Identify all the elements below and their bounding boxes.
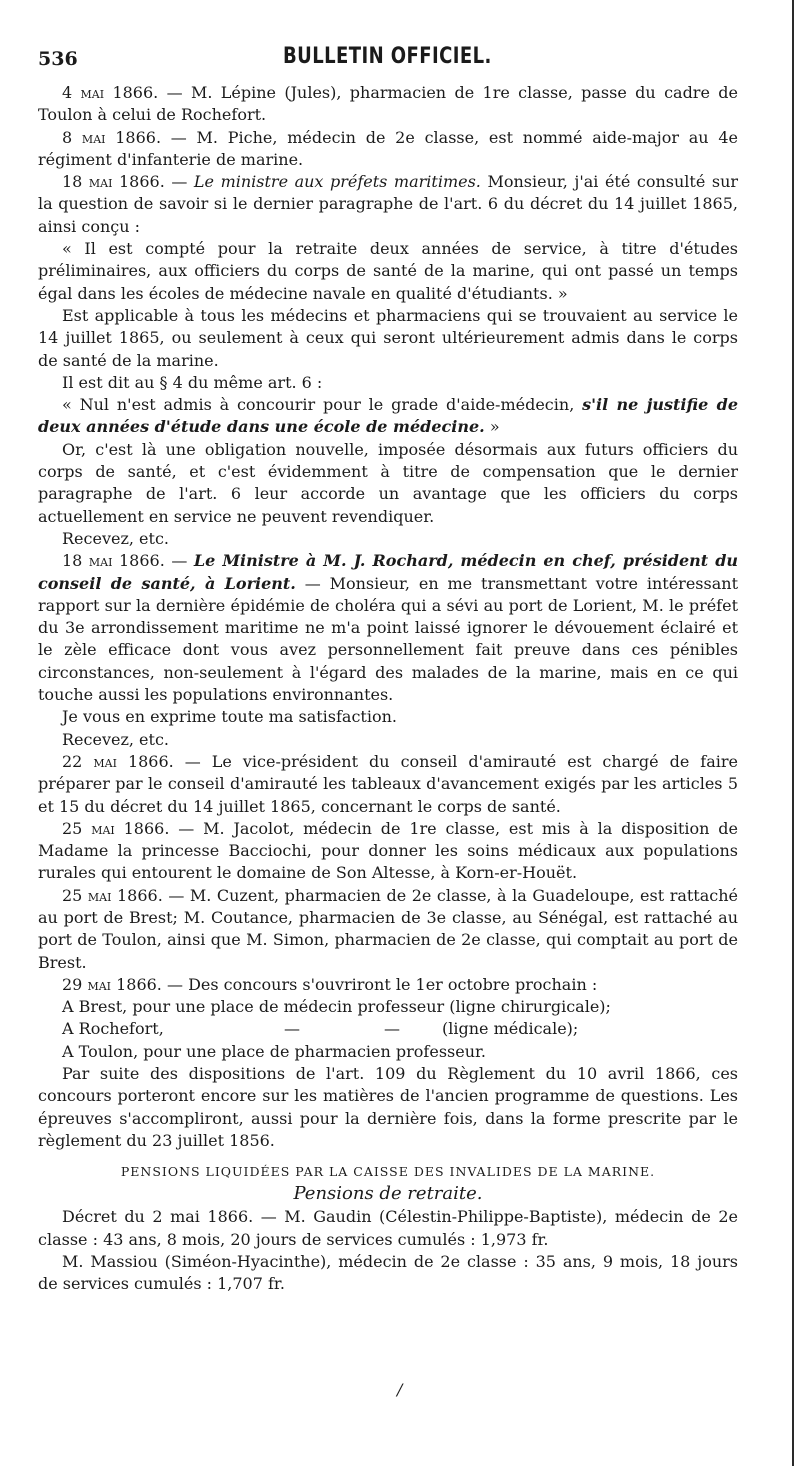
paragraph-text: Décret du 2 mai 1866. — M. Gaudin (Célestin-Philippe-Baptiste), médecin de 2e classe : 43 ans, 8 mois, 20 jours de services cumulés : 1,973 fr. bbox=[38, 1207, 738, 1249]
paragraph-text: — Le vice-président du conseil d'amirauté est chargé de faire préparer par le conseil d'amirauté les tableaux d'avancement exigés par les articles 5 et 15 du décret du 14 juillet 1865, concernant le corps de santé. bbox=[38, 751, 738, 816]
paragraph-text: — Des concours s'ouvriront le 1er octobre prochain : bbox=[161, 974, 598, 994]
paragraph-text: Est applicable à tous les médecins et pharmaciens qui se trouvaient au service le 14 juillet 1865, ou seulement à ceux qui seront ultérieurement admis dans le corps de santé de la marine. bbox=[38, 305, 738, 370]
pension-entry-gaudin bbox=[38, 1206, 738, 1251]
paragraph-applicable bbox=[38, 305, 738, 372]
concours-line: A Toulon, pour une place de pharmacien professeur. bbox=[62, 1041, 486, 1061]
ditto-mark: — bbox=[284, 1019, 300, 1039]
paragraph-recevez-1 bbox=[38, 528, 738, 550]
paragraph-tail: » bbox=[484, 417, 500, 437]
paragraph-text: Il est dit au § 4 du même art. 6 : bbox=[62, 372, 323, 392]
stray-mark: / bbox=[397, 1380, 403, 1399]
paragraph-quote-nul bbox=[38, 394, 738, 439]
italic-emphasis: s'il ne justifie de deux années d'étude dans une école de médecine. bbox=[38, 395, 738, 437]
concours-rochefort bbox=[38, 1018, 738, 1040]
page-content bbox=[38, 82, 738, 1295]
concours-brest bbox=[38, 996, 738, 1018]
entry-date: 4 mai 1866. bbox=[62, 83, 159, 102]
entry-date: 25 mai 1866. bbox=[62, 885, 163, 905]
entry-date: 29 mai 1866. bbox=[62, 974, 162, 994]
paragraph-text: — Monsieur, en me transmettant votre intéressant rapport sur la dernière épidémie de choléra qui a sévi au port de Lorient, M. le préfet du 3e arrondissement maritime ne m'a point laissé ignorer le dévouement éclairé et le zèle efficace dont vous avez personnellement fait preuve dans ces pénibles circonstances, non-seulement à l'égard des malades de la marine, mais en ce qui touche aussi les populations environnantes. bbox=[38, 573, 738, 705]
paragraph-vice-president bbox=[38, 751, 738, 818]
entry-date: 22 mai 1866. bbox=[62, 751, 174, 771]
entry-date: 18 mai 1866. bbox=[62, 551, 165, 571]
paragraph-reglement bbox=[38, 1063, 738, 1152]
paragraph-lepine bbox=[38, 82, 738, 127]
paragraph-jacolot bbox=[38, 818, 738, 885]
paragraph-cuzent bbox=[38, 885, 738, 974]
paragraph-concours bbox=[38, 974, 738, 996]
paragraph-text: — M. Piche, médecin de 2e classe, est nommé aide-major au 4e régiment d'infanterie de marine. bbox=[38, 127, 738, 169]
entry-date: 18 mai 1866. bbox=[62, 172, 165, 192]
page-edge-line bbox=[792, 0, 794, 1466]
paragraph-text: Recevez, etc. bbox=[62, 729, 169, 749]
paragraph-text: M. Massiou (Siméon-Hyacinthe), médecin de 2e classe : 35 ans, 9 mois, 18 jours de services cumulés : 1,707 fr. bbox=[38, 1251, 738, 1294]
page-header bbox=[38, 44, 738, 72]
paragraph-text: Or, c'est là une obligation nouvelle, imposée désormais aux futurs officiers du corps de santé, et c'est évidemment à titre de compensation que le dernier paragraphe de l'art. 6 leur accorde un avantage que les officiers du corps actuellement en service ne peuvent revendiquer. bbox=[38, 439, 738, 526]
paragraph-obligation bbox=[38, 439, 738, 528]
paragraph-text: « Il est compté pour la retraite deux années de service, à titre d'études préliminaires, aux officiers du corps de santé de la marine, qui ont passé un temps égal dans les écoles de médecine navale en qualité d'étudiants. » bbox=[38, 239, 738, 303]
paragraph-text: « Nul n'est admis à concourir pour le grade d'aide-médecin, bbox=[62, 395, 583, 415]
paragraph-art6 bbox=[38, 372, 738, 394]
ditto-mark: — bbox=[384, 1019, 400, 1039]
page-number: 536 bbox=[38, 48, 78, 70]
paragraph-text: — M. Cuzent, pharmacien de 2e classe, à la Guadeloupe, est rattaché au port de Brest; M. Coutance, pharmacien de 3e classe, au Sénégal, est rattaché au port de Toulon, ainsi que M. Simon, pharmacien de 2e classe, qui comptait au port de Brest. bbox=[38, 885, 739, 972]
paragraph-recevez-2 bbox=[38, 729, 738, 751]
dash-lead: — bbox=[164, 172, 194, 192]
paragraph-text: — M. Jacolot, médecin de 1re classe, est mis à la disposition de Madame la princesse Bacciochi, pour donner les soins médicaux aux populations rurales qui entourent le domaine de Son Altesse, à Korn-er-Houët. bbox=[38, 818, 738, 883]
pension-entry-massiou bbox=[38, 1251, 738, 1296]
paragraph-text: Monsieur, j'ai été consulté sur la question de savoir si le dernier paragraphe de l'art. 6 du décret du 14 juillet 1865, ainsi conçu : bbox=[38, 172, 739, 236]
entry-date: 8 mai 1866. bbox=[62, 127, 162, 147]
paragraph-piche bbox=[38, 127, 738, 172]
concours-line: A Brest, pour une place de médecin professeur (ligne chirurgicale); bbox=[62, 997, 611, 1017]
entry-date: 25 mai 1866. bbox=[62, 818, 170, 838]
italic-heading: Le Ministre à M. J. Rochard, médecin en chef, président du conseil de santé, à Lorient. bbox=[38, 551, 739, 593]
paragraph-text: Par suite des dispositions de l'art. 109 du Règlement du 10 avril 1866, ces concours porteront encore sur les matières de l'ancien programme de questions. Les épreuves s'accompliront, aussi pour la dernière fois, dans la forme prescrite par le règlement du 23 juillet 1856. bbox=[38, 1064, 738, 1150]
concours-place: A Rochefort, bbox=[62, 1019, 164, 1039]
paragraph-satisfaction bbox=[38, 706, 738, 728]
paragraph-text: Recevez, etc. bbox=[62, 528, 169, 548]
paragraph-text: Je vous en exprime toute ma satisfaction. bbox=[62, 707, 397, 727]
paragraph-ministre-prefets bbox=[38, 171, 738, 238]
paragraph-quote-retraite bbox=[38, 238, 738, 305]
section-subtitle: Pensions de retraite. bbox=[293, 1183, 483, 1205]
paragraph-rochard bbox=[38, 550, 738, 706]
section-title: PENSIONS LIQUIDÉES PAR LA CAISSE DES INVALIDES DE LA MARINE. bbox=[120, 1164, 656, 1180]
concours-line: (ligne médicale); bbox=[442, 1019, 579, 1039]
italic-heading: Le ministre aux préfets maritimes. bbox=[193, 172, 481, 192]
concours-toulon bbox=[38, 1041, 738, 1063]
paragraph-text: — M. Lépine (Jules), pharmacien de 1re classe, passe du cadre de Toulon à celui de Rochefort. bbox=[38, 83, 738, 125]
running-title: BULLETIN OFFICIEL. bbox=[283, 44, 492, 69]
dash-lead: — bbox=[164, 551, 194, 571]
